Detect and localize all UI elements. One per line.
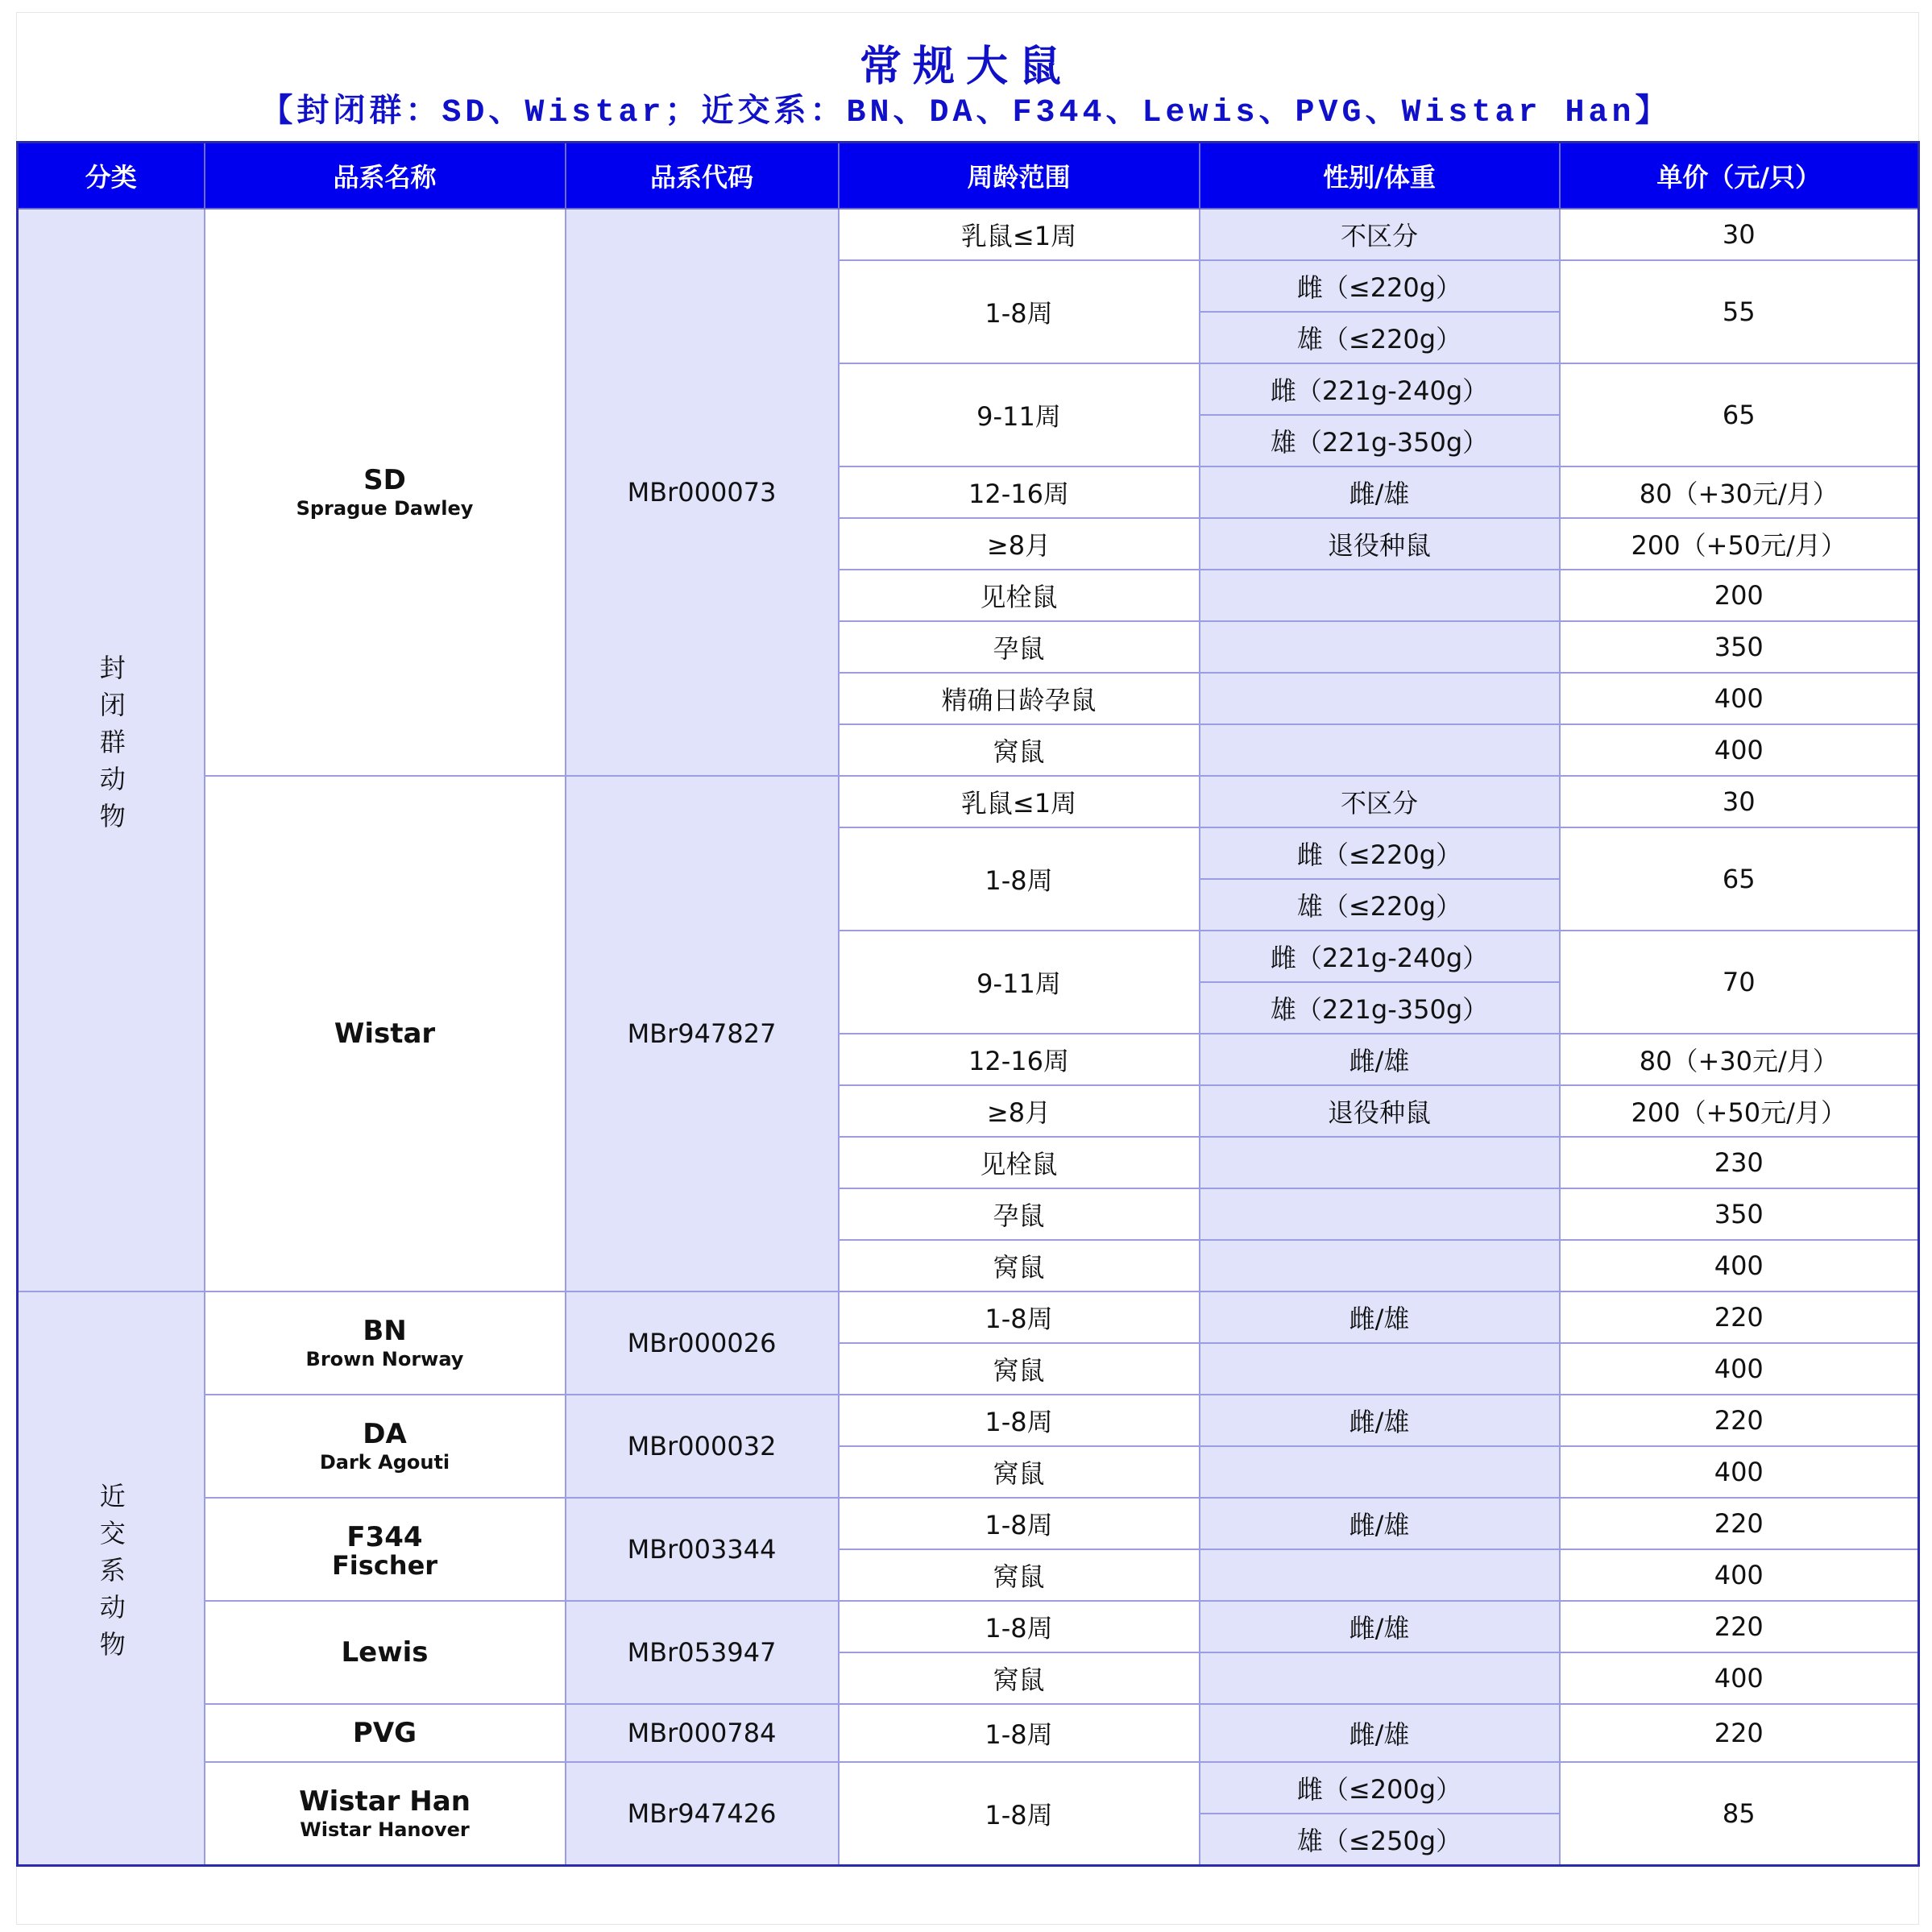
price-cell: 30 (1560, 776, 1919, 827)
age-cell: 1-8周 (839, 1601, 1200, 1652)
sex-cell: 雌（221g-240g） (1200, 363, 1560, 415)
price-cell: 85 (1560, 1762, 1919, 1866)
strain-name-da: DA Dark Agouti (205, 1395, 566, 1498)
price-cell: 220 (1560, 1291, 1919, 1343)
sex-cell (1200, 1652, 1560, 1704)
table-row (18, 209, 1919, 260)
price-table (16, 141, 1920, 1867)
sex-cell: 雌（221g-240g） (1200, 931, 1560, 982)
sex-cell: 雌/雄 (1200, 1704, 1560, 1762)
sex-cell (1200, 621, 1560, 673)
sex-cell (1200, 1446, 1560, 1498)
age-cell: 12-16周 (839, 466, 1200, 518)
sex-cell (1200, 1549, 1560, 1601)
strain-code-da: MBr000032 (566, 1395, 839, 1498)
age-cell: 见栓鼠 (839, 570, 1200, 621)
age-cell: 窝鼠 (839, 724, 1200, 776)
strain-name-bn: BN Brown Norway (205, 1291, 566, 1395)
sex-cell (1200, 1240, 1560, 1291)
table-row (18, 1498, 1919, 1549)
sex-cell: 雄（≤220g） (1200, 312, 1560, 363)
strain-name-wistar-han: Wistar Han Wistar Hanover (205, 1762, 566, 1866)
sex-cell: 雌（≤220g） (1200, 260, 1560, 312)
sex-cell: 雄（≤220g） (1200, 879, 1560, 931)
price-cell: 200 (1560, 570, 1919, 621)
age-cell: 9-11周 (839, 363, 1200, 466)
age-cell: 精确日龄孕鼠 (839, 673, 1200, 724)
header-strain-code: 品系代码 (566, 143, 839, 209)
sex-cell: 雌/雄 (1200, 1034, 1560, 1085)
age-cell: 1-8周 (839, 1291, 1200, 1343)
price-cell: 400 (1560, 1343, 1919, 1395)
age-cell: 12-16周 (839, 1034, 1200, 1085)
age-cell: 1-8周 (839, 260, 1200, 363)
strain-name-f344: F344 Fischer (205, 1498, 566, 1601)
age-cell: 1-8周 (839, 827, 1200, 931)
price-cell: 400 (1560, 1549, 1919, 1601)
page-subtitle: 【封闭群：SD、Wistar；近交系：BN、DA、F344、Lewis、PVG、Wistar Han】 (260, 95, 1672, 131)
price-cell: 80（+30元/月） (1560, 1034, 1919, 1085)
age-cell: 乳鼠≤1周 (839, 209, 1200, 260)
sex-cell: 雌（≤200g） (1200, 1762, 1560, 1814)
price-cell: 220 (1560, 1704, 1919, 1762)
sex-cell: 不区分 (1200, 776, 1560, 827)
age-cell: 孕鼠 (839, 1188, 1200, 1240)
strain-code-sd: MBr000073 (566, 209, 839, 776)
header-age-range: 周龄范围 (839, 143, 1200, 209)
strain-name-pvg: PVG (205, 1704, 566, 1762)
price-cell: 70 (1560, 931, 1919, 1034)
header-row (18, 143, 1919, 209)
price-cell: 80（+30元/月） (1560, 466, 1919, 518)
price-cell: 220 (1560, 1395, 1919, 1446)
sex-cell (1200, 1343, 1560, 1395)
sex-cell: 雌/雄 (1200, 466, 1560, 518)
price-cell: 400 (1560, 724, 1919, 776)
price-cell: 200（+50元/月） (1560, 1085, 1919, 1137)
strain-code-bn: MBr000026 (566, 1291, 839, 1395)
age-cell: 1-8周 (839, 1498, 1200, 1549)
strain-code-f344: MBr003344 (566, 1498, 839, 1601)
sex-cell: 退役种鼠 (1200, 1085, 1560, 1137)
table-row (18, 1291, 1919, 1343)
sex-cell: 雌/雄 (1200, 1601, 1560, 1652)
sex-cell: 不区分 (1200, 209, 1560, 260)
header-sex-weight: 性别/体重 (1200, 143, 1560, 209)
price-cell: 220 (1560, 1601, 1919, 1652)
price-cell: 400 (1560, 1240, 1919, 1291)
category-inbred: 近交系动物 (18, 1291, 205, 1866)
age-cell: 窝鼠 (839, 1240, 1200, 1291)
header-category: 分类 (18, 143, 205, 209)
price-cell: 65 (1560, 827, 1919, 931)
sex-cell: 退役种鼠 (1200, 518, 1560, 570)
age-cell: 孕鼠 (839, 621, 1200, 673)
sex-cell: 雄（≤250g） (1200, 1814, 1560, 1866)
sex-cell (1200, 570, 1560, 621)
price-cell: 30 (1560, 209, 1919, 260)
table-row (18, 776, 1919, 827)
age-cell: 窝鼠 (839, 1549, 1200, 1601)
strain-code-wistar-han: MBr947426 (566, 1762, 839, 1866)
strain-code-lewis: MBr053947 (566, 1601, 839, 1704)
table-row (18, 1395, 1919, 1446)
sex-cell: 雄（221g-350g） (1200, 982, 1560, 1034)
age-cell: 窝鼠 (839, 1652, 1200, 1704)
strain-code-wistar: MBr947827 (566, 776, 839, 1291)
strain-name-sd: SD Sprague Dawley (205, 209, 566, 776)
category-outbred: 封闭群动物 (18, 209, 205, 1291)
age-cell: 乳鼠≤1周 (839, 776, 1200, 827)
page-title: 常规大鼠 (859, 42, 1072, 91)
price-cell: 400 (1560, 1652, 1919, 1704)
sex-cell: 雌/雄 (1200, 1395, 1560, 1446)
age-cell: ≥8月 (839, 1085, 1200, 1137)
sex-cell (1200, 1137, 1560, 1188)
price-cell: 220 (1560, 1498, 1919, 1549)
price-cell: 400 (1560, 1446, 1919, 1498)
age-cell: 窝鼠 (839, 1343, 1200, 1395)
table-row (18, 1762, 1919, 1814)
price-cell: 350 (1560, 1188, 1919, 1240)
strain-name-lewis: Lewis (205, 1601, 566, 1704)
header-unit-price: 单价（元/只） (1560, 143, 1919, 209)
age-cell: 1-8周 (839, 1704, 1200, 1762)
age-cell: 9-11周 (839, 931, 1200, 1034)
strain-name-wistar: Wistar (205, 776, 566, 1291)
sex-cell: 雄（221g-350g） (1200, 415, 1560, 466)
age-cell: 1-8周 (839, 1395, 1200, 1446)
strain-code-pvg: MBr000784 (566, 1704, 839, 1762)
price-cell: 230 (1560, 1137, 1919, 1188)
price-cell: 55 (1560, 260, 1919, 363)
sex-cell: 雌（≤220g） (1200, 827, 1560, 879)
age-cell: 窝鼠 (839, 1446, 1200, 1498)
price-cell: 400 (1560, 673, 1919, 724)
price-cell: 200（+50元/月） (1560, 518, 1919, 570)
sex-cell: 雌/雄 (1200, 1291, 1560, 1343)
table-row (18, 1601, 1919, 1652)
price-cell: 65 (1560, 363, 1919, 466)
price-cell: 350 (1560, 621, 1919, 673)
age-cell: 见栓鼠 (839, 1137, 1200, 1188)
header-strain-name: 品系名称 (205, 143, 566, 209)
sex-cell (1200, 1188, 1560, 1240)
age-cell: 1-8周 (839, 1762, 1200, 1866)
sex-cell: 雌/雄 (1200, 1498, 1560, 1549)
sex-cell (1200, 673, 1560, 724)
age-cell: ≥8月 (839, 518, 1200, 570)
table-row (18, 1704, 1919, 1762)
sex-cell (1200, 724, 1560, 776)
